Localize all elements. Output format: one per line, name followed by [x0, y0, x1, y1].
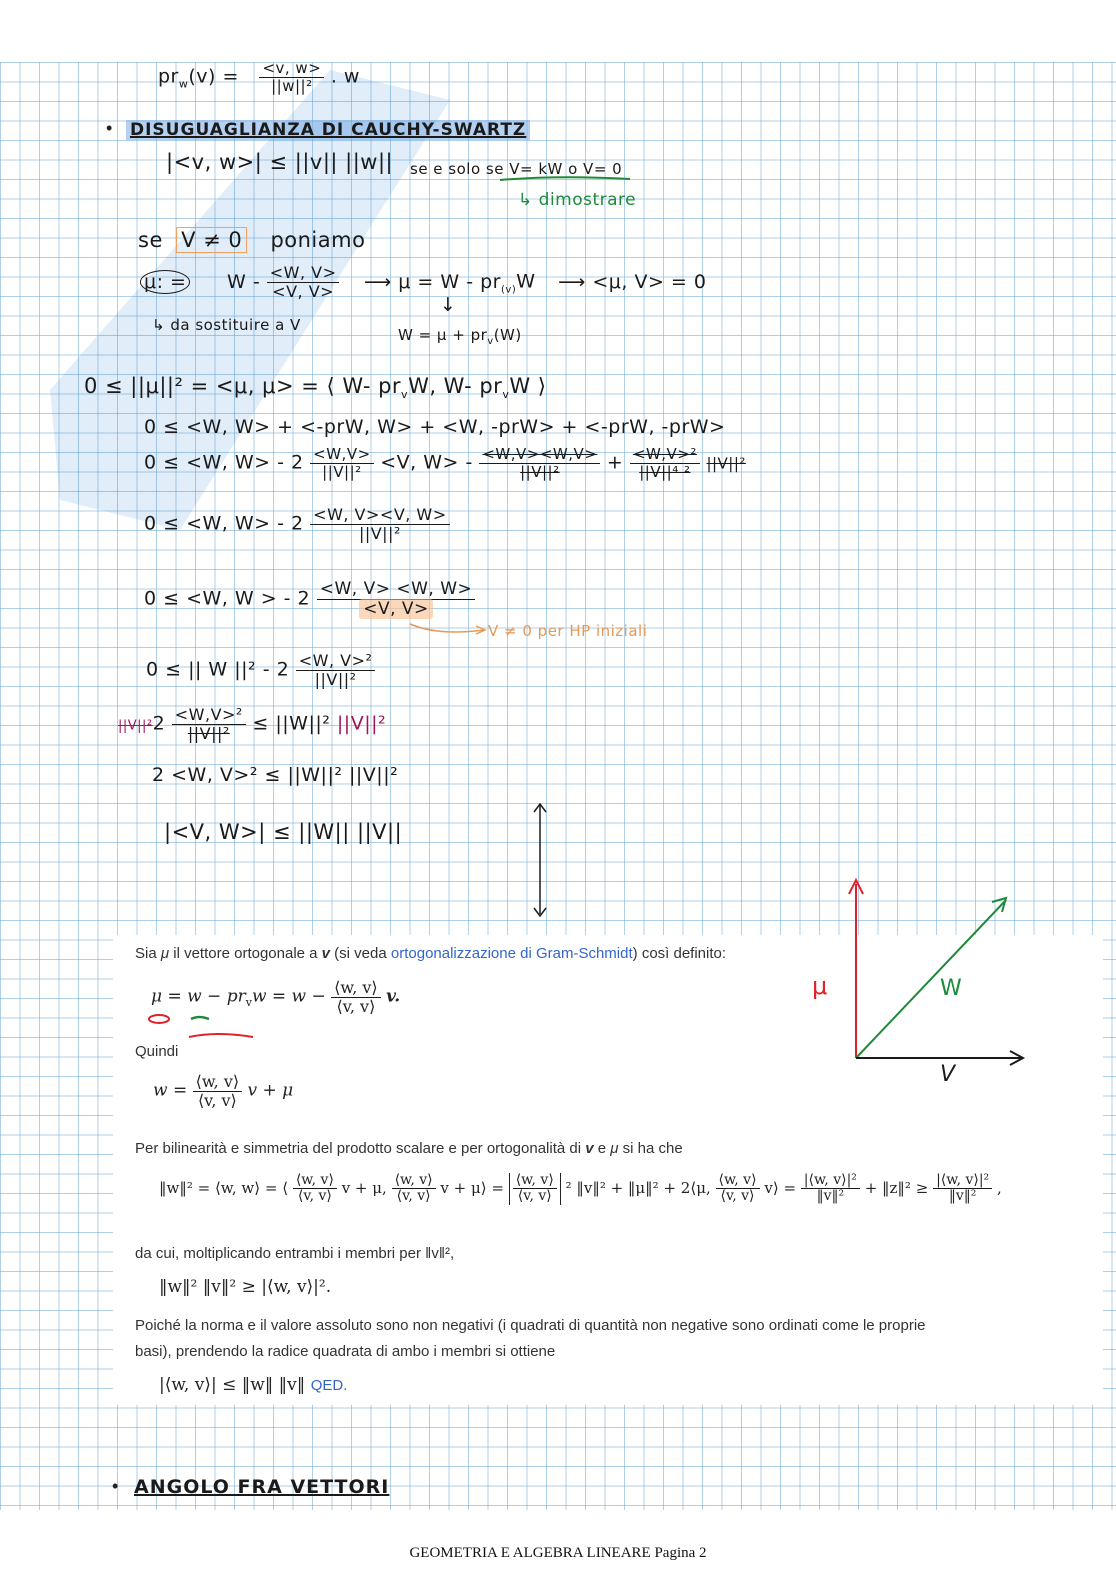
diagram-label-v: V	[940, 1062, 956, 1087]
cauchy-schwarz-inequality: |<v, w>| ≤ ||v|| ||w||	[166, 150, 394, 174]
section-heading-cauchy-schwarz: DISUGUAGLIANZA DI CAUCHY-SWARTZ	[126, 120, 530, 140]
page-footer: GEOMETRIA E ALGEBRA LINEARE Pagina 2	[409, 1545, 707, 1561]
wiki-paragraph-2: Per bilinearità e simmetria del prodotto scalare e per ortogonalità di v e μ si ha che	[135, 1140, 683, 1157]
mu-definition: μ: = W - $\frac{<W, V>}{<V, V>}$ ⟶ $\mu = W - pr_{(v)}W$ ⟶ <μ, V> = 0	[140, 264, 706, 300]
proof-line-9: |<V, W>| ≤ ||W|| ||V||	[164, 820, 403, 844]
wiki-equation-1: $\mu = w - pr_vw = w$ − $\frac{⟨w, v⟩}{⟨v, v⟩}$ v.	[151, 978, 401, 1016]
hp-note: V ≠ 0 per HP iniziali	[488, 622, 648, 640]
dimostrare-note: ↳ dimostrare	[518, 190, 637, 210]
orange-arrow	[408, 620, 488, 636]
proof-intro: se V ≠ 0 poniamo	[138, 228, 366, 252]
wiki-quindi: Quindi	[135, 1043, 179, 1060]
equality-condition: se e solo se V= kW o V= 0	[410, 160, 623, 178]
wiki-paragraph-3: da cui, moltiplicando entrambi i membri per ‖v‖²,	[135, 1245, 455, 1262]
wiki-equation-5: |⟨w, v⟩| ≤ ‖w‖ ‖v‖ QED.	[159, 1375, 348, 1395]
diagram-label-w: W	[940, 976, 963, 1001]
wiki-paragraph-5: basi), prendendo la radice quadrata di ambo i membri si ottiene	[135, 1343, 556, 1360]
wiki-equation-4: ‖w‖² ‖v‖² ≥ |⟨w, v⟩|².	[159, 1277, 332, 1297]
substitute-note: ↳ da sostituire a V	[152, 316, 301, 334]
proof-line-3: 0 ≤ <W, W> - 2 $\frac{<W,V>}{\text{||V||²}}$ <V, W> - $\frac{<W,V><W,V>}{\text{||V||²}}$ + $\frac{\text{<W,V>²}}{\text{||V||⁴ ²}}$ ||V||²	[144, 445, 746, 481]
proof-line-8: 2 <W, V>² ≤ ||W||² ||V||²	[152, 764, 399, 786]
double-arrow-icon	[530, 800, 550, 920]
proof-line-5: 0 ≤ <W, W > - 2 $\frac{<W, V> <W, W>}{<V, V>}$	[144, 580, 475, 618]
proof-line-7: ||V||²2 $\frac{\text{<W,V>²}}{\text{||V||²}}$ ≤ ||W||² ||V||²	[118, 705, 387, 743]
projection-formula: $pr_w(v)$ = $\frac{<v, w>}{\text{||w||²}}$ . w	[158, 59, 360, 95]
wiki-equation-3: ‖w‖² = ⟨w, w⟩ = ⟨ $\frac{⟨w, v⟩}{⟨v, v⟩}$ v + μ, $\frac{⟨w, v⟩}{⟨v, v⟩}$ v + μ⟩ = $\frac{⟨w, v⟩}{⟨v, v⟩}$ ² ‖v‖² + ‖μ‖² + 2⟨μ, $\frac{⟨w, v⟩}{⟨v, v⟩}$ v⟩ = $\frac{\text{|⟨w, v⟩|²}}{\text{‖v‖²}}$ + ‖z‖² ≥ $\frac{\text{|⟨w, v⟩|²}}{\text{‖v‖²}}$ ,	[159, 1172, 1002, 1205]
handwritten-underlines	[147, 1013, 257, 1043]
qed-link[interactable]: QED.	[310, 1377, 348, 1394]
proof-line-6: 0 ≤ || W ||² - 2 $\frac{\text{<W, V>²}}{\text{||V||²}}$	[146, 652, 375, 688]
wiki-equation-2: w = $\frac{⟨w, v⟩}{⟨v, v⟩}$ v + μ	[153, 1072, 294, 1110]
bullet: •	[112, 1476, 119, 1496]
gram-schmidt-link[interactable]: ortogonalizzazione di Gram-Schmidt	[390, 945, 633, 962]
green-underline	[498, 175, 633, 183]
proof-line-2: 0 ≤ <W, W> + <-prW, W> + <W, -prW> + <-prW, -prW>	[144, 416, 726, 438]
wiki-paragraph-1: Sia μ il vettore ortogonale a v (si veda ortogonalizzazione di Gram-Schmidt) così definito:	[135, 945, 727, 962]
down-arrow: ↓	[440, 294, 457, 316]
diagram-label-mu: μ	[812, 972, 828, 1000]
bullet: •	[106, 118, 113, 138]
section-heading-angolo: ANGOLO FRA VETTORI	[134, 1476, 390, 1498]
wiki-paragraph-4: Poiché la norma e il valore assoluto sono non negativi (i quadrati di quantità non negative sono ordinati come le proprie	[135, 1317, 926, 1334]
w-decomposition: $W = \mu + pr_v(W)$	[398, 326, 522, 347]
proof-line-4: 0 ≤ <W, W> - 2 $\frac{<W, V><V, W>}{\text{||V||²}}$	[144, 506, 450, 542]
top-margin	[0, 0, 1116, 62]
proof-line-1: 0 ≤ ||μ||² = <μ, μ> = ⟨ W- $pr_vW$, W- $pr_vW$ ⟩	[84, 374, 547, 402]
vector-diagram	[800, 870, 1040, 1090]
